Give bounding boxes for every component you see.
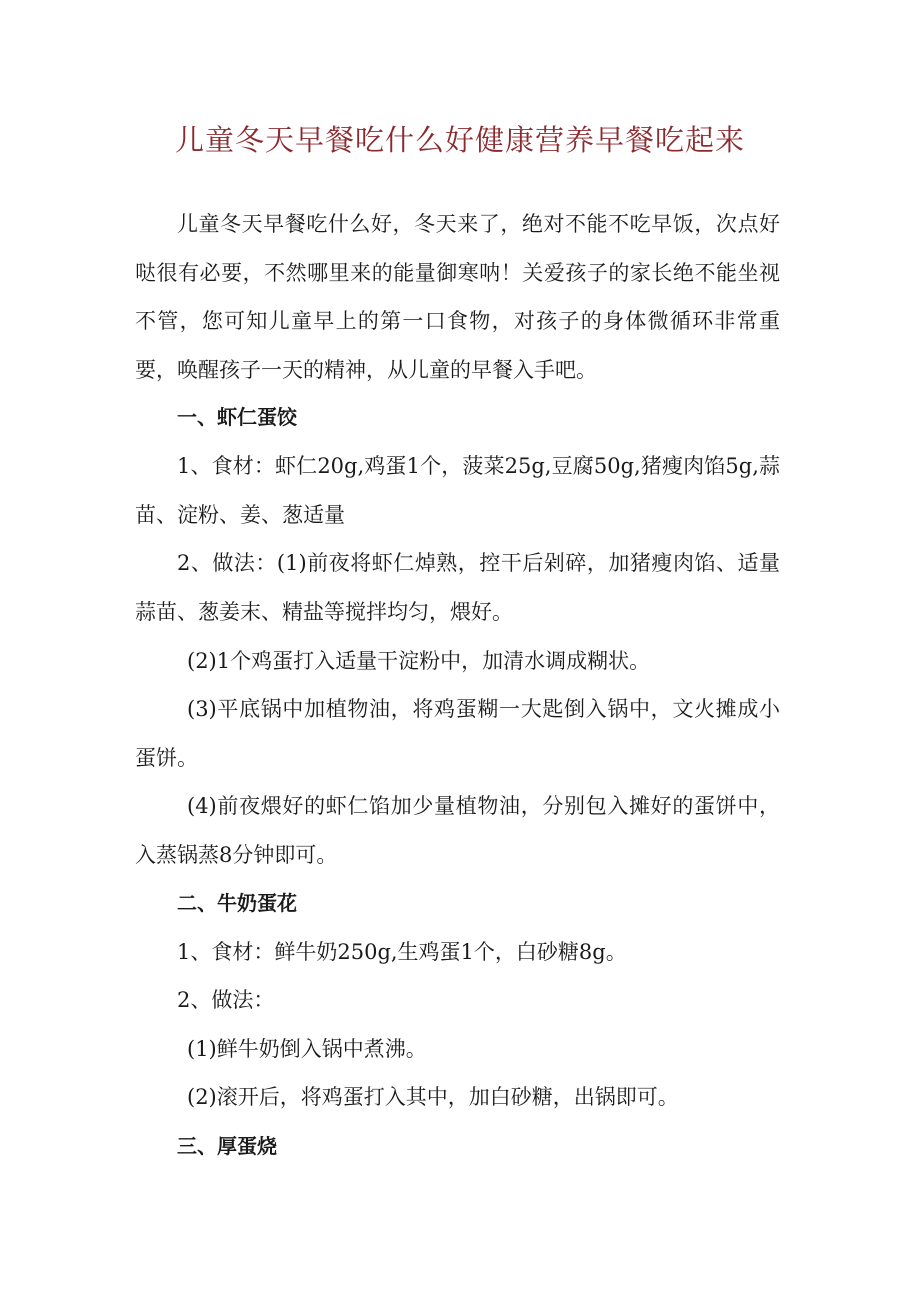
section1-method-step3: (3)平底锅中加植物油，将鸡蛋糊一大匙倒入锅中，文火摊成小蛋饼。	[135, 697, 780, 770]
section1-method-step1: 2、做法：(1)前夜将虾仁焯熟，控干后剁碎，加猪瘦肉馅、适量蒜苗、葱姜末、精盐等搅拌均匀，煨好。	[135, 551, 780, 624]
section2-ingredients: 1、食材：鲜牛奶250g,生鸡蛋1个，白砂糖8g。	[177, 940, 627, 964]
intro-paragraph: 儿童冬天早餐吃什么好，冬天来了，绝对不能不吃早饭，次点好哒很有必要，不然哪里来的能量御寒呐！关爱孩子的家长绝不能坐视不管，您可知儿童早上的第一口食物，对孩子的身体微循环非常重要，唤醒孩子一天的精神，从儿童的早餐入手吧。	[135, 212, 780, 382]
section2-method-label: 2、做法：	[177, 988, 275, 1012]
section2-method-step1: (1)鲜牛奶倒入锅中煮沸。	[187, 1037, 427, 1061]
section-heading-2: 二、牛奶蛋花	[177, 891, 297, 915]
document-title: 儿童冬天早餐吃什么好健康营养早餐吃起来	[174, 123, 745, 157]
section-heading-3: 三、厚蛋烧	[177, 1134, 277, 1158]
section1-ingredients: 1、食材：虾仁20g,鸡蛋1个，菠菜25g,豆腐50g,猪瘦肉馅5g,蒜苗、淀粉、姜、葱适量	[135, 454, 780, 527]
section1-method-step4: (4)前夜煨好的虾仁馅加少量植物油，分别包入摊好的蛋饼中，入蒸锅蒸8分钟即可。	[135, 794, 780, 867]
section-heading-1: 一、虾仁蛋饺	[177, 405, 297, 429]
section1-method-step2: (2)1个鸡蛋打入适量干淀粉中，加清水调成糊状。	[187, 649, 651, 673]
section2-method-step2: (2)滚开后，将鸡蛋打入其中，加白砂糖，出锅即可。	[187, 1085, 679, 1109]
